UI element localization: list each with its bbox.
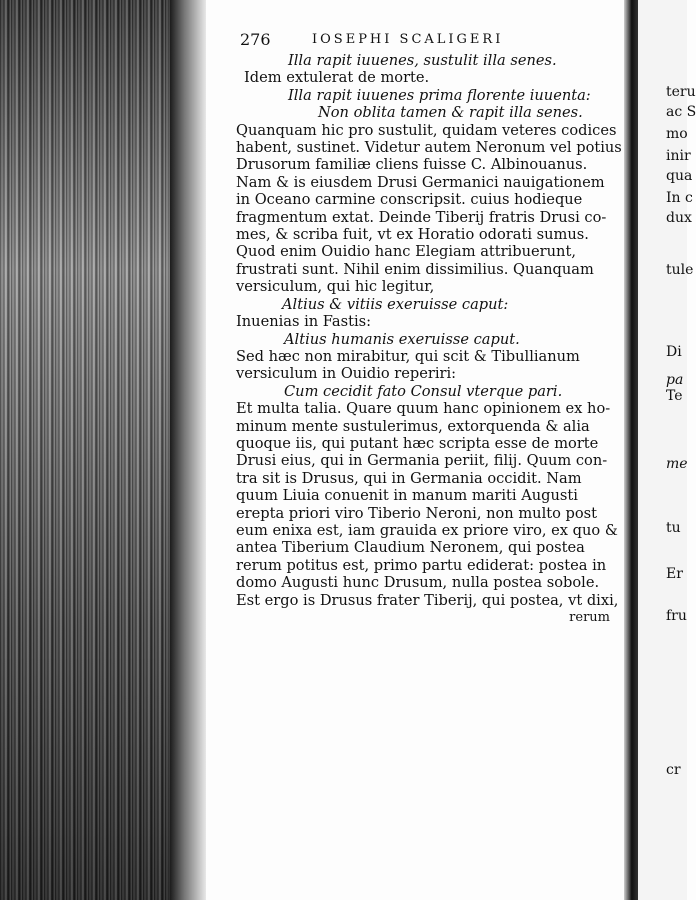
page-text-block — [236, 30, 624, 626]
text-line: in Oceano carmine conscripsit. cuius hodieque — [236, 191, 583, 209]
text-line: domo Augusti hunc Drusum, nulla postea sobole. — [236, 574, 600, 592]
text-lines — [236, 52, 624, 609]
text-line: Altius & vitiis exeruisse caput: — [282, 295, 509, 313]
text-line: Quod enim Ouidio hanc Elegiam attribuerunt, — [236, 243, 576, 261]
text-line: minum mente sustulerimus, extorquenda & alia — [236, 417, 590, 435]
text-line: quoque iis, qui putant hæc scripta esse de morte — [236, 434, 599, 452]
facing-page-line: pa — [666, 372, 684, 388]
text-line: versiculum, qui hic legitur, — [236, 278, 435, 296]
text-line: erepta priori viro Tiberio Neroni, non multo post — [236, 504, 598, 522]
text-line: Et multa talia. Quare quum hanc opinionem ex ho- — [236, 400, 611, 418]
facing-page-line: inir — [666, 148, 691, 164]
text-line: Idem extulerat de morte. — [244, 69, 430, 87]
facing-page-line: qua — [666, 168, 693, 184]
text-line: quum Liuia conuenit in manum mariti Augusti — [236, 487, 578, 505]
page-header — [236, 30, 624, 52]
facing-page-line: cr — [666, 762, 681, 778]
facing-page-line: ac S — [666, 104, 696, 120]
text-line: frustrati sunt. Nihil enim dissimilius. Quanquam — [236, 260, 594, 278]
book-page-edges — [0, 0, 178, 900]
facing-page-line: teru — [666, 84, 696, 100]
text-line: Non oblita tamen & rapit illa senes. — [318, 104, 583, 122]
text-line: Nam & is eiusdem Drusi Germanici nauigationem — [236, 173, 605, 191]
facing-page-line: tule — [666, 262, 694, 278]
text-line: mes, & scriba fuit, vt ex Horatio odorati sumus. — [236, 226, 589, 244]
text-line: eum enixa est, iam grauida ex priore viro, ex quo & — [236, 521, 618, 539]
text-line: Cum cecidit fato Consul vterque pari. — [284, 382, 563, 400]
page-number: 276 — [240, 30, 271, 49]
text-line: Drusi eius, qui in Germania periit, filij. Quum con- — [236, 452, 608, 470]
text-line: habent, sustinet. Videtur autem Neronum vel potius — [236, 139, 622, 157]
text-line: Illa rapit iuuenes prima florente iuuenta: — [288, 86, 591, 104]
facing-page-line: tu — [666, 520, 681, 536]
text-line: Sed hæc non mirabitur, qui scit & Tibullianum — [236, 347, 580, 365]
text-line: Est ergo is Drusus frater Tiberij, qui postea, vt dixi, — [236, 591, 619, 609]
facing-page-line: Er — [666, 566, 683, 582]
facing-page-fragment — [638, 0, 696, 900]
catchword: rerum — [569, 610, 610, 625]
facing-page-line: In c — [666, 190, 693, 206]
facing-page-line: Di — [666, 344, 682, 360]
running-head: IOSEPHI SCALIGERI — [312, 32, 504, 47]
text-line: Inuenias in Fastis: — [236, 313, 372, 331]
text-line: fragmentum extat. Deinde Tiberij fratris Drusi co- — [236, 208, 607, 226]
facing-page-line: mo — [666, 126, 688, 142]
facing-page-line: fru — [666, 608, 687, 624]
text-line: antea Tiberium Claudium Neronem, qui postea — [236, 539, 585, 557]
facing-page-line: Te — [666, 388, 683, 404]
text-line: Altius humanis exeruisse caput. — [284, 330, 520, 348]
text-line: Drusorum familiæ cliens fuisse C. Albinouanus. — [236, 156, 588, 174]
book-gutter — [624, 0, 638, 900]
text-line: Illa rapit iuuenes, sustulit illa senes. — [288, 52, 557, 69]
text-line: Quanquam hic pro sustulit, quidam veteres codices — [236, 121, 617, 139]
text-line: rerum potitus est, primo partu ediderat: postea in — [236, 556, 607, 574]
page-curl-shadow — [170, 0, 206, 900]
facing-page-line: dux — [666, 210, 692, 226]
text-line: tra sit is Drusus, qui in Germania occidit. Nam — [236, 469, 582, 487]
facing-page-line: me — [666, 456, 688, 472]
text-line: versiculum in Ouidio reperiri: — [236, 365, 457, 383]
